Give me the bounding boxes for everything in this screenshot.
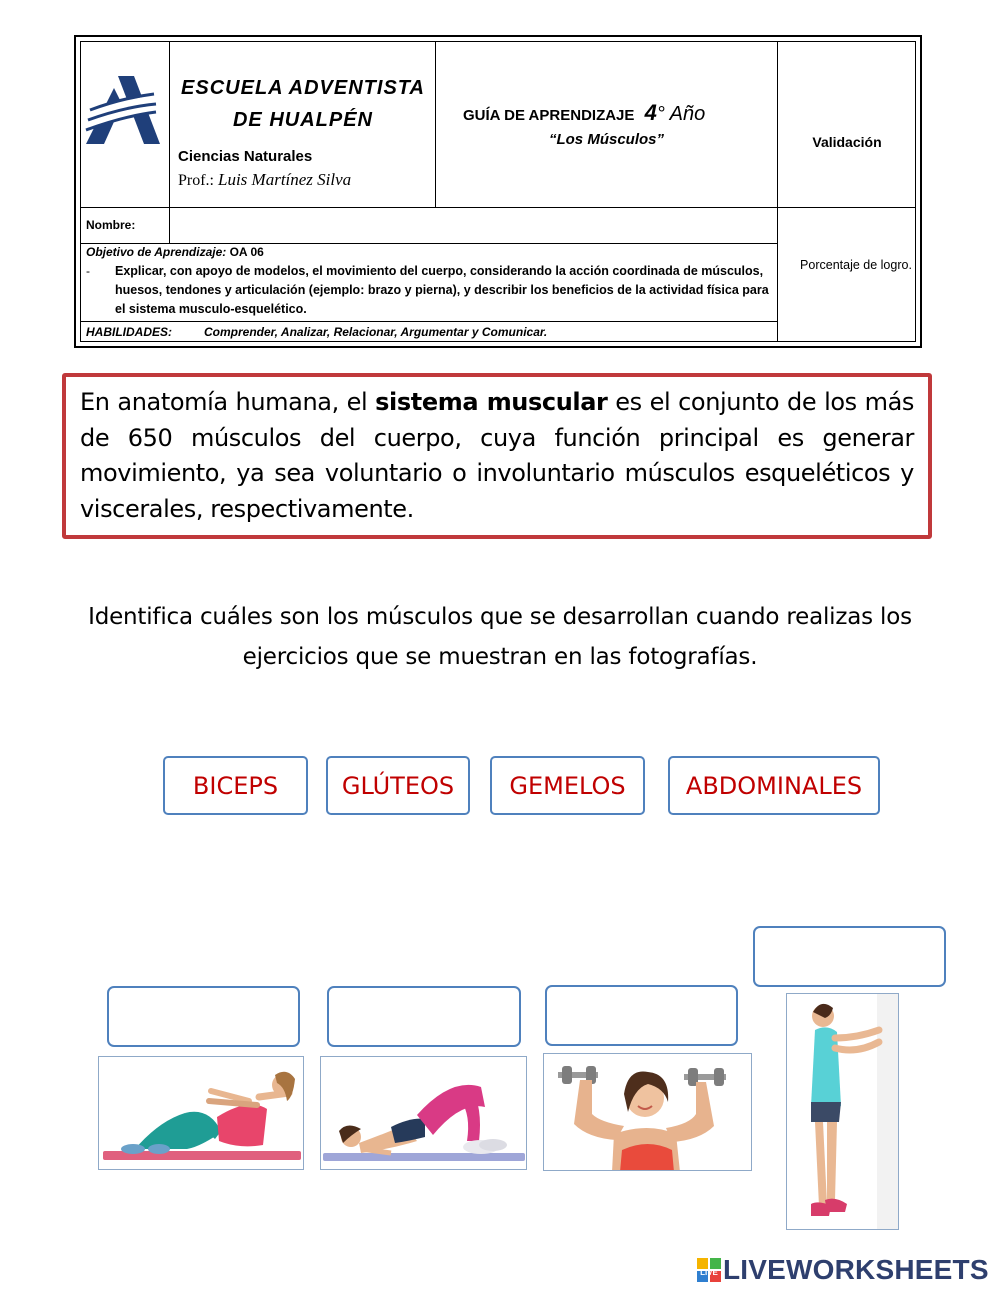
objective-heading bbox=[86, 245, 264, 259]
percentage-label: Porcentaje de logro. bbox=[800, 258, 912, 272]
guide-topic: “Los Músculos” bbox=[548, 131, 664, 148]
school-logo bbox=[84, 74, 162, 146]
subject: Ciencias Naturales bbox=[178, 148, 313, 165]
photo-bridge bbox=[320, 1056, 527, 1170]
definition-box bbox=[62, 373, 932, 539]
objective-text: Explicar, con apoyo de modelos, el movimiento del cuerpo, considerando la acción coordinada de músculos, huesos, tendones y articulación (ejemplo: brazo y pierna), y describir los beneficios de la actividad física para el sistema musculo-esquelético. bbox=[115, 264, 769, 316]
objective-bullet: - bbox=[86, 264, 90, 278]
brand-text: LIVEWORKSHEETS bbox=[723, 1254, 989, 1285]
grade-suffix: ° Año bbox=[656, 103, 706, 125]
guide-label: GUÍA DE APRENDIZAJE bbox=[463, 107, 635, 124]
name-label: Nombre: bbox=[86, 218, 136, 232]
teacher-label: Prof.: bbox=[178, 172, 214, 189]
skills-text: Comprender, Analizar, Relacionar, Argumentar y Comunicar. bbox=[204, 325, 548, 339]
grid-line bbox=[80, 243, 777, 244]
svg-text:LIVE: LIVE bbox=[700, 1268, 718, 1277]
school-name-line1: ESCUELA ADVENTISTA bbox=[181, 77, 425, 99]
photo-calf-raise bbox=[786, 993, 899, 1230]
definition-bold: sistema muscular bbox=[375, 388, 608, 416]
name-field[interactable] bbox=[172, 210, 772, 242]
school-name-line2: DE HUALPÉN bbox=[232, 109, 373, 131]
grid-line bbox=[169, 41, 170, 244]
grid-line bbox=[435, 41, 436, 207]
bridge-figure bbox=[321, 1057, 527, 1170]
word-biceps[interactable]: BICEPS bbox=[163, 756, 308, 815]
teacher-name: Luis Martínez Silva bbox=[218, 170, 352, 189]
word-gluteos[interactable]: GLÚTEOS bbox=[326, 756, 470, 815]
teacher bbox=[178, 170, 351, 190]
answer-box-2[interactable] bbox=[327, 986, 521, 1047]
grade-number: 4 bbox=[644, 100, 657, 125]
situp-figure bbox=[99, 1057, 304, 1170]
liveworksheets-brand[interactable] bbox=[697, 1254, 989, 1286]
grid-line bbox=[777, 41, 778, 342]
skills-label: HABILIDADES: bbox=[86, 325, 172, 339]
definition-text-1: En anatomía humana, el bbox=[80, 388, 376, 416]
answer-box-4[interactable] bbox=[753, 926, 946, 987]
photo-dumbbell bbox=[543, 1053, 752, 1171]
validation-label: Validación bbox=[812, 134, 882, 150]
word-gemelos[interactable]: GEMELOS bbox=[490, 756, 645, 815]
calf-figure bbox=[787, 994, 899, 1230]
grid-line bbox=[80, 207, 916, 208]
objective-code: OA 06 bbox=[229, 245, 264, 259]
instruction-text: Identifica cuáles son los músculos que se desarrollan cuando realizas los ejercicios que se muestran en las fotografías. bbox=[88, 604, 912, 670]
answer-box-3[interactable] bbox=[545, 985, 738, 1046]
word-abdominales[interactable]: ABDOMINALES bbox=[668, 756, 880, 815]
objective-label: Objetivo de Aprendizaje: bbox=[86, 245, 227, 259]
photo-situp bbox=[98, 1056, 304, 1170]
definition-text-2: es el conjunto de los más de 650 músculos del cuerpo, cuya función principal es generar movimiento, ya sea voluntario o involuntario músculos esqueléticos y viscerales, respectivamente. bbox=[80, 388, 915, 523]
answer-box-1[interactable] bbox=[107, 986, 300, 1047]
liveworksheets-logo-icon bbox=[697, 1258, 721, 1282]
guide-title bbox=[463, 100, 705, 126]
school-name bbox=[172, 72, 434, 136]
dumbbell-figure bbox=[544, 1054, 752, 1171]
grid-line bbox=[80, 321, 777, 322]
